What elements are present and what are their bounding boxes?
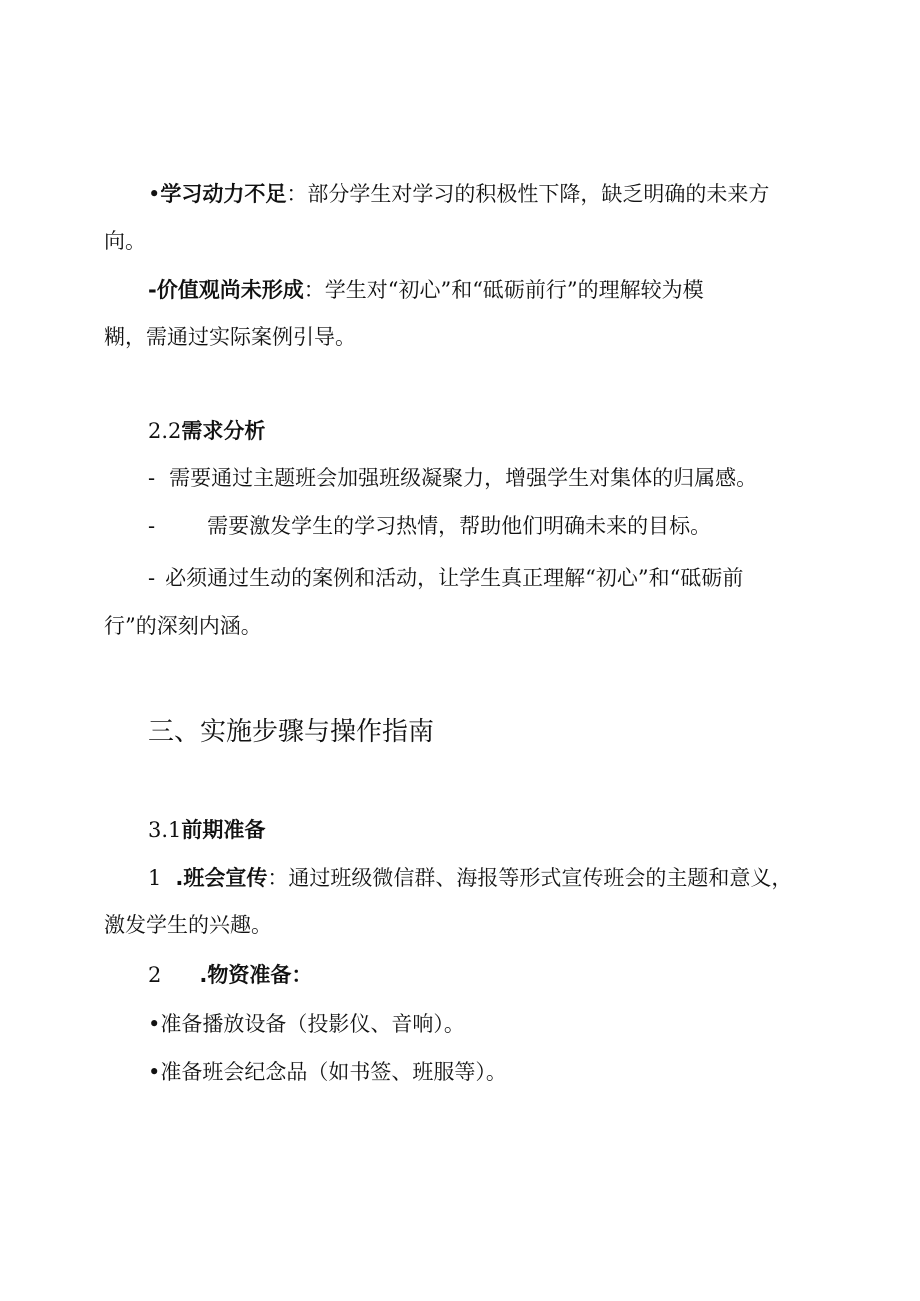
bullet-learning-motivation-cont [104, 226, 146, 256]
material-text: 准备播放设备（投影仪、音响）。 [160, 1012, 465, 1036]
need-text: 需要激发学生的学习热情，帮助他们明确未来的目标。 [207, 514, 712, 538]
item-label: .班会宣传 [175, 866, 268, 890]
bullet-learning-motivation [148, 179, 769, 209]
bullet-label: 价值观尚未形成 [156, 278, 304, 302]
subheading-number: 2.2 [148, 419, 182, 443]
need-item-3-cont [104, 611, 262, 641]
item-text: 通过班级微信群、海报等形式宣传班会的主题和意义， [288, 866, 793, 890]
bullet-colon: ： [303, 278, 325, 302]
item-label: .物资准备： [199, 963, 313, 987]
item-materials [148, 960, 312, 990]
item-number: 2 [148, 963, 162, 987]
item-colon: ： [267, 866, 289, 890]
item-class-promotion-cont [104, 910, 272, 940]
item-number: 1 [148, 866, 162, 890]
subheading-title: 需求分析 [181, 419, 266, 443]
need-item-2 [148, 511, 711, 541]
section-heading-3: 三、实施步骤与操作指南 [148, 717, 435, 747]
bullet-colon: ： [286, 182, 308, 206]
need-text: 必须通过生动的案例和活动，让学生真正理解“初心”和“砥砺前 [165, 566, 744, 590]
need-marker: - [148, 566, 156, 590]
bullet-marker: • [148, 182, 161, 206]
need-text: 需要通过主题班会加强班级凝聚力，增强学生对集体的归属感。 [169, 466, 758, 490]
item-text-cont: 激发学生的兴趣。 [104, 913, 272, 937]
bullet-label: 学习动力不足 [160, 182, 287, 206]
subheading-title: 前期准备 [181, 818, 266, 842]
subheading-number: 3.1 [148, 818, 182, 842]
bullet-values-cont [104, 322, 356, 352]
bullet-marker: - [148, 278, 157, 302]
material-marker: • [148, 1060, 161, 1084]
subheading-3-1 [148, 815, 265, 845]
need-marker: - [148, 514, 156, 538]
need-item-3 [148, 563, 743, 593]
subheading-2-2 [148, 416, 265, 446]
bullet-text-cont: 向。 [104, 229, 146, 253]
material-bullet-1 [148, 1009, 465, 1039]
material-text: 准备班会纪念品（如书签、班服等）。 [160, 1060, 507, 1084]
material-bullet-2 [148, 1057, 507, 1087]
material-marker: • [148, 1012, 161, 1036]
need-marker: - [148, 466, 156, 490]
need-item-1 [148, 463, 757, 493]
bullet-text: 学生对“初心”和“砥砺前行”的理解较为模 [324, 278, 704, 302]
bullet-text: 部分学生对学习的积极性下降，缺乏明确的未来方 [307, 182, 770, 206]
item-class-promotion [148, 863, 792, 893]
need-text-cont: 行”的深刻内涵。 [104, 614, 262, 638]
bullet-values [148, 275, 704, 305]
bullet-text-cont: 糊，需通过实际案例引导。 [104, 325, 356, 349]
